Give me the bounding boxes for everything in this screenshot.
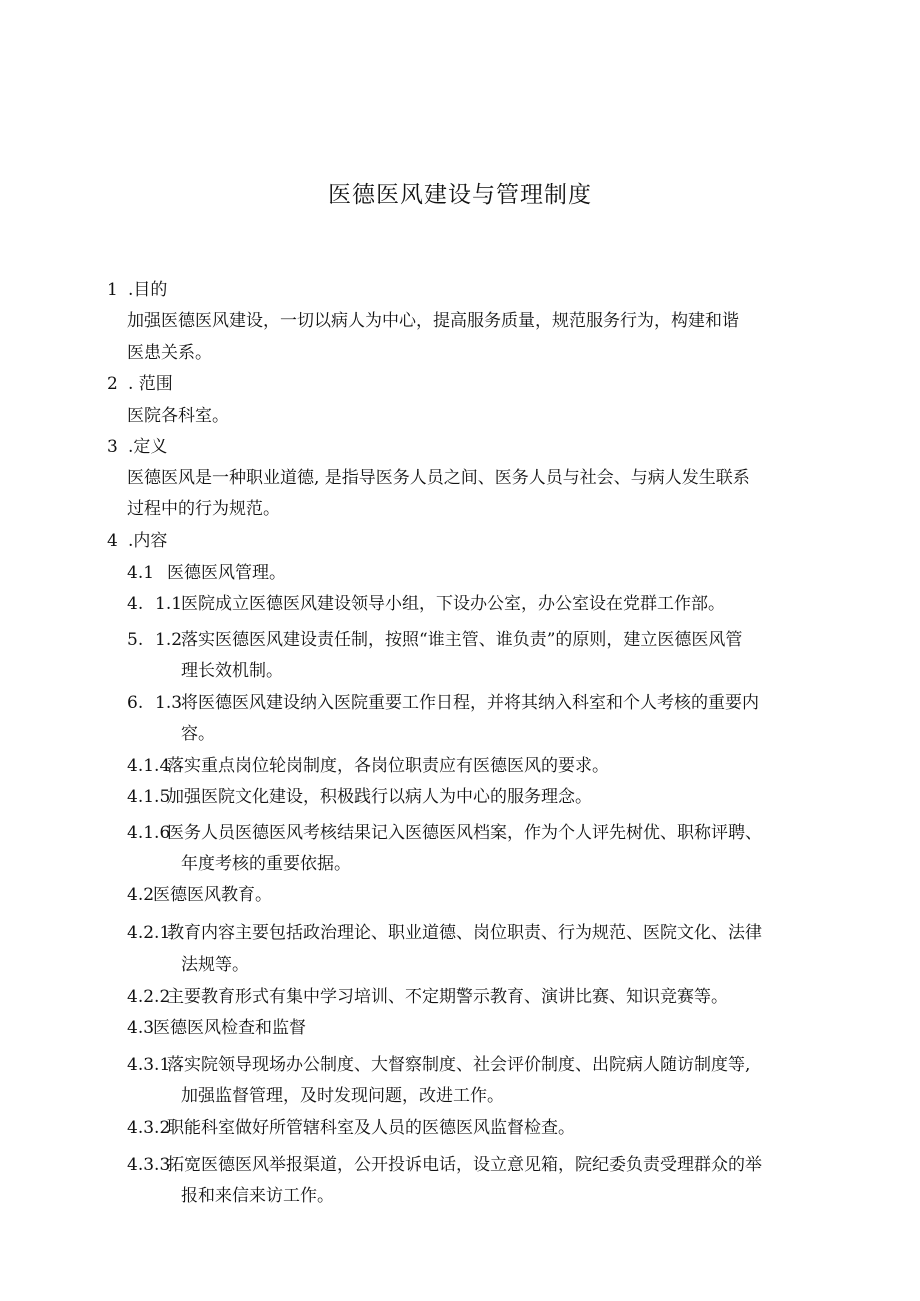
- section-heading: . 范围: [128, 374, 173, 394]
- item-subnumber: 1.2: [155, 630, 183, 650]
- item-number: 4.1: [127, 563, 155, 583]
- definition-text: 医德医风是一种职业道德, 是指导医务人员之间、医务人员与社会、与病人发生联系: [127, 468, 750, 488]
- item-text: 医德医风教育。: [153, 885, 272, 905]
- section-heading: .定义: [128, 437, 168, 457]
- item-number: 4.1.4: [127, 756, 171, 776]
- item-text: 理长效机制。: [181, 661, 283, 681]
- section-number: 3: [107, 437, 118, 457]
- item-text: 主要教育形式有集中学习培训、不定期警示教育、演讲比赛、知识竞赛等。: [167, 987, 728, 1007]
- item-text: 加强监督管理，及时发现问题，改进工作。: [181, 1086, 504, 1106]
- purpose-text: 医患关系。: [127, 343, 212, 363]
- item-text: 落实医德医风建设责任制，按照“谁主管、谁负责”的原则，建立医德医风管: [181, 630, 743, 650]
- item-text: 职能科室做好所管辖科室及人员的医德医风监督检查。: [167, 1118, 575, 1138]
- item-text: 医院成立医德医风建设领导小组，下设办公室，办公室设在党群工作部。: [181, 594, 725, 614]
- item-number: 4.2: [127, 885, 155, 905]
- item-text: 拓宽医德医风举报渠道，公开投诉电话，设立意见箱，院纪委负责受理群众的举: [167, 1155, 762, 1175]
- item-text: 医务人员医德医风考核结果记入医德医风档案，作为个人评先树优、职称评聘、: [167, 823, 762, 843]
- item-number: 4.: [127, 594, 144, 614]
- item-text: 法规等。: [181, 955, 249, 975]
- item-number: 4.3.1: [127, 1055, 171, 1075]
- item-number: 6.: [127, 693, 144, 713]
- purpose-text: 加强医德医风建设，一切以病人为中心，提高服务质量，规范服务行为，构建和谐: [127, 311, 739, 331]
- item-number: 4.2.2: [127, 987, 171, 1007]
- item-text: 教育内容主要包括政治理论、职业道德、岗位职责、行为规范、医院文化、法律: [167, 923, 762, 943]
- section-heading: .内容: [128, 531, 168, 551]
- section-number: 2: [107, 374, 118, 394]
- item-text: 加强医院文化建设，积极践行以病人为中心的服务理念。: [167, 787, 592, 807]
- scope-text: 医院各科室。: [127, 406, 229, 426]
- item-number: 4.3.2: [127, 1118, 171, 1138]
- item-text: 落实重点岗位轮岗制度，各岗位职责应有医德医风的要求。: [167, 756, 609, 776]
- item-number: 5.: [127, 630, 144, 650]
- item-text: 医德医风检查和监督: [153, 1018, 306, 1038]
- definition-text: 过程中的行为规范。: [127, 499, 280, 519]
- item-text: 落实院领导现场办公制度、大督察制度、社会评价制度、出院病人随访制度等,: [167, 1055, 751, 1075]
- section-number: 4: [107, 531, 118, 551]
- section-number: 1: [107, 280, 118, 300]
- item-number: 4.2.1: [127, 923, 171, 943]
- item-text: 年度考核的重要依据。: [181, 854, 351, 874]
- item-text: 医德医风管理。: [167, 563, 286, 583]
- item-subnumber: 1.1: [155, 594, 183, 614]
- section-heading: .目的: [128, 280, 168, 300]
- document-title: 医德医风建设与管理制度: [328, 182, 592, 208]
- item-number: 4.1.5: [127, 787, 171, 807]
- item-number: 4.1.6: [127, 823, 171, 843]
- item-text: 容。: [181, 724, 215, 744]
- item-subnumber: 1.3: [155, 693, 183, 713]
- item-text: 将医德医风建设纳入医院重要工作日程，并将其纳入科室和个人考核的重要内: [181, 693, 759, 713]
- item-text: 报和来信来访工作。: [181, 1186, 334, 1206]
- item-number: 4.3.3: [127, 1155, 171, 1175]
- item-number: 4.3: [127, 1018, 155, 1038]
